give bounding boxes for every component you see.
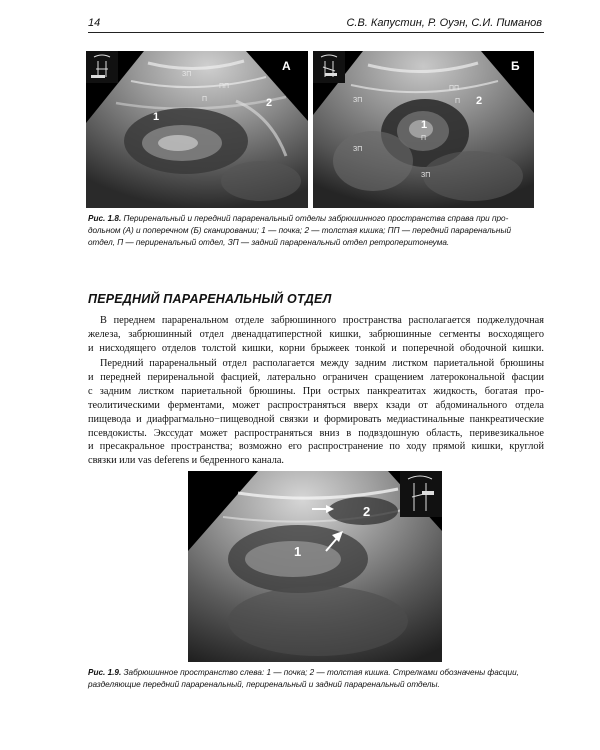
text-line: теолитическими ферментами, может распространяться вверх кзади от абдоминального отдела [88, 399, 544, 411]
ultrasound-image-1-8-b [313, 51, 534, 208]
paragraph-2 [88, 357, 544, 468]
text-line: псевдокисты. Экссудат может распространяться вниз в подвздошную область, перивезикальное [88, 427, 544, 439]
label-colon-2: 2 [266, 97, 273, 109]
text-line: с задним листком париетальной брюшины. При острых панкреатитах жидкость, богатая про- [88, 385, 544, 397]
figure-label: Рис. 1.8. [88, 214, 122, 223]
text-line: связки или vas deferens и бедренного канала. [88, 455, 284, 467]
text-line: Передний параренальный отдел располагается между задним листком париетальной брюшины [100, 358, 544, 369]
label-zp: ЗП [353, 97, 363, 104]
label-zp: ЗП [182, 71, 192, 78]
label-p: П [455, 98, 461, 105]
label-colon-2: 2 [476, 95, 483, 107]
text-line: В переднем параренальном отделе забрюшинного пространства располагается поджелудочная [100, 315, 544, 326]
figure-1-9-caption [88, 667, 548, 691]
text-line: пищевода и диафрагмально−пищеводной связки и формировать медиастинальные панкреатические [88, 413, 544, 425]
figure-1-8-caption [88, 213, 544, 249]
page-number: 14 [88, 17, 101, 29]
label-kidney-1: 1 [153, 111, 160, 123]
running-header [88, 17, 542, 31]
text-line: и нисходящего отделов толстой кишки, корни брыжеек тонкой и поперечной ободочной кишки. [88, 342, 544, 354]
label-p: П [202, 96, 208, 103]
caption-line: дольном (А) и поперечном (Б) сканировании; 1 — почка; 2 — толстая кишка; ПП — передний параренальный [88, 226, 512, 235]
label-zp: ЗП [353, 146, 363, 153]
label-colon-2: 2 [363, 504, 371, 519]
label-pp: ПП [219, 83, 230, 90]
caption-line: Забрюшинное пространство слева: 1 — почка; 2 — толстая кишка. Стрелками обозначены фасции, [121, 668, 519, 677]
text-line: и передней периренальной фасцией, латерально ограничен сращением латерокональной фасции [88, 371, 544, 383]
panel-letter-a: А [282, 59, 291, 73]
paragraph-1 [88, 314, 544, 356]
text-line: железа, забрюшинный отдел двенадцатиперстной кишки, забрюшинные сегменты восходящего [88, 328, 544, 340]
caption-line: отдел, П — периренальный отдел, ЗП — задний параренальный отдел ретроперитонеума. [88, 238, 450, 247]
text-line: и пресакральное пространства; возможно его распространение по ходу прямой кишки, круглой [88, 441, 544, 453]
caption-line: разделяющие передний параренальный, периренальный и задний параренальный отделы. [88, 680, 440, 689]
figure-label: Рис. 1.9. [88, 668, 122, 677]
ultrasound-image-1-8-a [86, 51, 308, 208]
label-zp: ЗП [421, 172, 431, 179]
label-pp: ПП [449, 85, 460, 92]
panel-letter-b: Б [511, 59, 520, 73]
ultrasound-image-1-9 [188, 471, 442, 662]
running-header-authors: С.В. Капустин, Р. Оуэн, С.И. Пиманов [346, 17, 542, 29]
section-heading: ПЕРЕДНИЙ ПАРАРЕНАЛЬНЫЙ ОТДЕЛ [88, 292, 332, 306]
label-kidney-1: 1 [294, 544, 302, 559]
caption-line: Периренальный и передний параренальный отделы забрюшинного пространства справа при про- [121, 214, 509, 223]
header-divider [88, 32, 544, 33]
label-p: П [421, 135, 427, 142]
label-kidney-1: 1 [421, 119, 428, 131]
